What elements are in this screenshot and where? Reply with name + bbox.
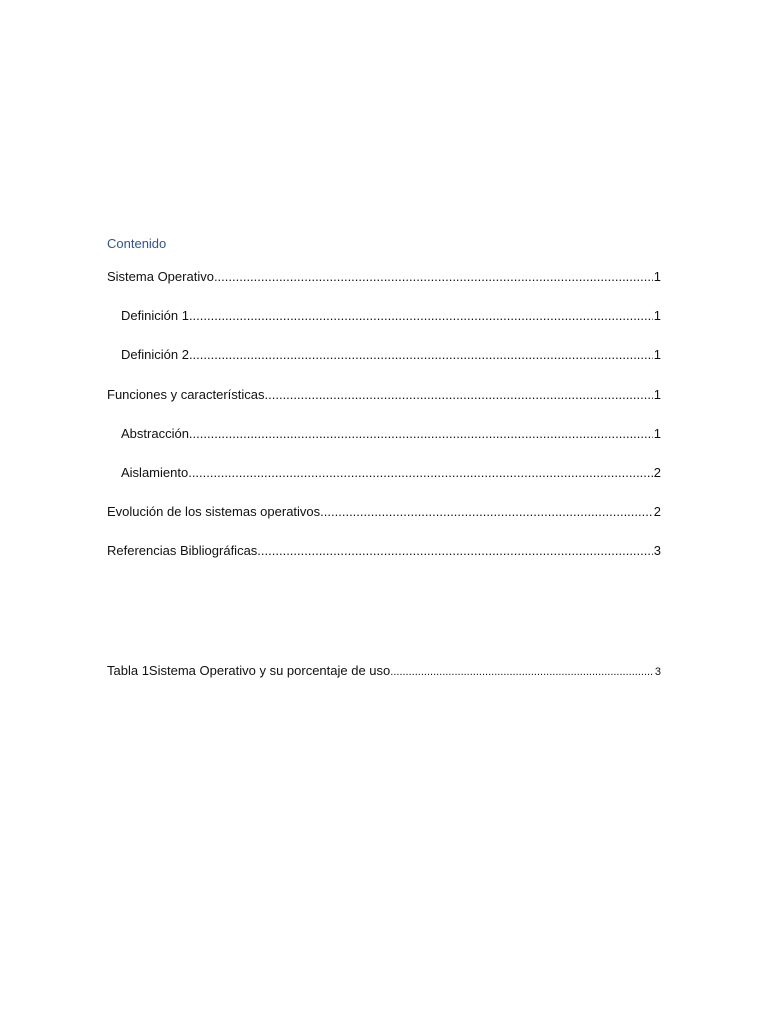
toc-entry-sistema-operativo[interactable] — [107, 269, 661, 308]
toc-entry-page-number: 3 — [653, 543, 661, 559]
toc-entry-label: Abstracción — [121, 425, 189, 441]
toc-dot-leader — [189, 426, 653, 442]
toc-entry-referencias[interactable] — [107, 543, 661, 582]
toc-entry-definicion-2[interactable] — [107, 347, 661, 386]
toc-entry-evolucion[interactable] — [107, 504, 661, 543]
toc-entry-label: Definición 2 — [121, 347, 189, 363]
toc-entry-aislamiento[interactable] — [107, 465, 661, 504]
toc-entry-page-number: 2 — [653, 504, 661, 520]
tables-entry-label: Tabla 1Sistema Operativo y su porcentaje de uso — [107, 663, 391, 678]
toc-entry-definicion-1[interactable] — [107, 308, 661, 347]
toc-dot-leader — [189, 308, 653, 324]
toc-dot-leader — [189, 347, 653, 363]
toc-dot-leader — [214, 269, 653, 285]
toc-entry-label: Sistema Operativo — [107, 269, 214, 284]
tables-entry-page-number: 3 — [654, 666, 661, 678]
toc-dot-leader — [320, 504, 653, 520]
toc-entry-page-number: 1 — [653, 347, 661, 363]
toc-entry-label: Evolución de los sistemas operativos — [107, 504, 321, 520]
toc-entry-page-number: 1 — [653, 269, 661, 284]
toc-entry-page-number: 1 — [653, 425, 661, 441]
toc-entry-page-number: 1 — [653, 308, 661, 324]
toc-heading: Contenido — [107, 236, 167, 251]
toc-dot-leader — [390, 664, 654, 680]
table-of-tables — [107, 663, 661, 680]
toc-entry-label: Aislamiento — [121, 464, 189, 480]
toc-entry-label: Funciones y características — [107, 386, 265, 402]
table-of-contents — [107, 269, 661, 583]
toc-entry-page-number: 1 — [653, 386, 661, 402]
toc-entry-abstraccion[interactable] — [107, 426, 661, 465]
toc-dot-leader — [265, 387, 653, 403]
toc-dot-leader — [188, 465, 653, 481]
toc-dot-leader — [257, 543, 652, 559]
toc-entry-funciones[interactable] — [107, 387, 661, 426]
toc-entry-page-number: 2 — [653, 464, 661, 480]
tables-entry-tabla-1[interactable] — [107, 663, 661, 680]
toc-entry-label: Referencias Bibliográficas — [107, 543, 258, 559]
toc-entry-label: Definición 1 — [121, 308, 189, 324]
